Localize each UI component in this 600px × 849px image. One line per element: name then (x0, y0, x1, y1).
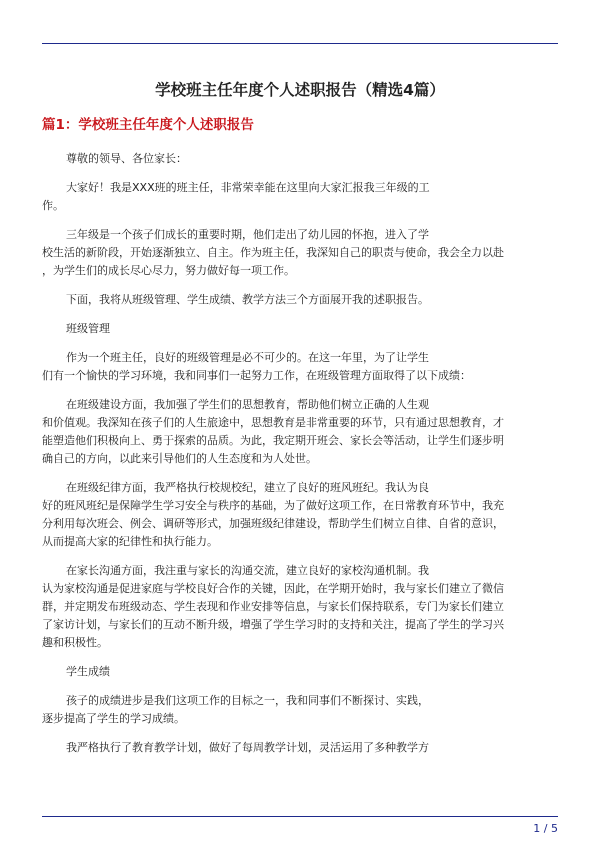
paragraph-line: 群，并定期发布班级动态、学生表现和作业安排等信息，与家长们保持联系，专门为家长们建立 (42, 600, 504, 613)
paragraph-line: 下面，我将从班级管理、学生成绩、教学方法三个方面展开我的述职报告。 (66, 293, 429, 306)
paragraph-line: 校生活的新阶段，开始逐渐独立、自主。作为班主任，我深知自己的职责与使命，我会全力以赴 (42, 246, 504, 259)
paragraph-line: 在家长沟通方面，我注重与家长的沟通交流，建立良好的家校沟通机制。我 (66, 564, 429, 577)
paragraph (42, 663, 558, 681)
paragraph (42, 179, 558, 215)
paragraph-line: 孩子的成绩进步是我们这项工作的目标之一，我和同事们不断探讨、实践， (66, 694, 429, 707)
paragraph-line: 作。 (42, 199, 64, 212)
paragraph (42, 150, 558, 168)
paragraph-line: 认为家校沟通是促进家庭与学校良好合作的关键，因此，在学期开始时，我与家长们建立了微信 (42, 582, 504, 595)
document-title: 学校班主任年度个人述职报告（精选4篇） (155, 81, 445, 99)
paragraph-line: 了家访计划，与家长们的互动不断升级，增强了学生学习时的支持和关注，提高了学生的学习兴 (42, 618, 504, 631)
footer-rule (42, 816, 558, 817)
paragraph-line: 分利用每次班会、例会、调研等形式，加强班级纪律建设，帮助学生们树立自律、自省的意识， (42, 517, 504, 530)
paragraph-line: 从而提高大家的纪律性和执行能力。 (42, 535, 218, 548)
paragraph-line: 学生成绩 (66, 665, 110, 678)
paragraph (42, 349, 558, 385)
paragraph (42, 320, 558, 338)
paragraph-line: 好的班风班纪是保障学生学习安全与秩序的基础，为了做好这项工作，在日常教育环节中，我充 (42, 499, 504, 512)
paragraph-line: 能塑造他们积极向上、勇于探索的品质。为此，我定期开班会、家长会等活动，让学生们逐步明 (42, 434, 504, 447)
paragraph (42, 291, 558, 309)
document-body (42, 150, 558, 757)
paragraph (42, 562, 558, 652)
paragraph-line: ，为学生们的成长尽心尽力，努力做好每一项工作。 (42, 264, 295, 277)
page-number: 1 / 5 (533, 822, 558, 835)
paragraph-line: 们有一个愉快的学习环境，我和同事们一起努力工作，在班级管理方面取得了以下成绩： (42, 369, 471, 382)
paragraph-line: 我严格执行了教育教学计划，做好了每周教学计划，灵活运用了多种教学方 (66, 741, 429, 754)
paragraph-line: 三年级是一个孩子们成长的重要时期，他们走出了幼儿园的怀抱，进入了学 (66, 228, 429, 241)
paragraph-line: 尊敬的领导、各位家长： (66, 152, 187, 165)
paragraph-line: 班级管理 (66, 322, 110, 335)
paragraph-line: 趣和积极性。 (42, 636, 108, 649)
paragraph (42, 226, 558, 280)
paragraph-line: 确自己的方向，以此来引导他们的人生态度和为人处世。 (42, 452, 317, 465)
paragraph-line: 逐步提高了学生的学习成绩。 (42, 712, 185, 725)
paragraph (42, 692, 558, 728)
header-rule (42, 43, 558, 44)
paragraph-line: 在班级纪律方面，我严格执行校规校纪，建立了良好的班风班纪。我认为良 (66, 481, 429, 494)
section-heading: 篇1：学校班主任年度个人述职报告 (42, 117, 254, 133)
paragraph-line: 大家好！我是XXX班的班主任，非常荣幸能在这里向大家汇报我三年级的工 (66, 181, 430, 194)
paragraph (42, 479, 558, 551)
paragraph-line: 和价值观。我深知在孩子们的人生旅途中，思想教育是非常重要的环节，只有通过思想教育，才 (42, 416, 504, 429)
paragraph-line: 在班级建设方面，我加强了学生们的思想教育，帮助他们树立正确的人生观 (66, 398, 429, 411)
paragraph (42, 396, 558, 468)
paragraph (42, 739, 558, 757)
paragraph-line: 作为一个班主任，良好的班级管理是必不可少的。在这一年里，为了让学生 (66, 351, 429, 364)
